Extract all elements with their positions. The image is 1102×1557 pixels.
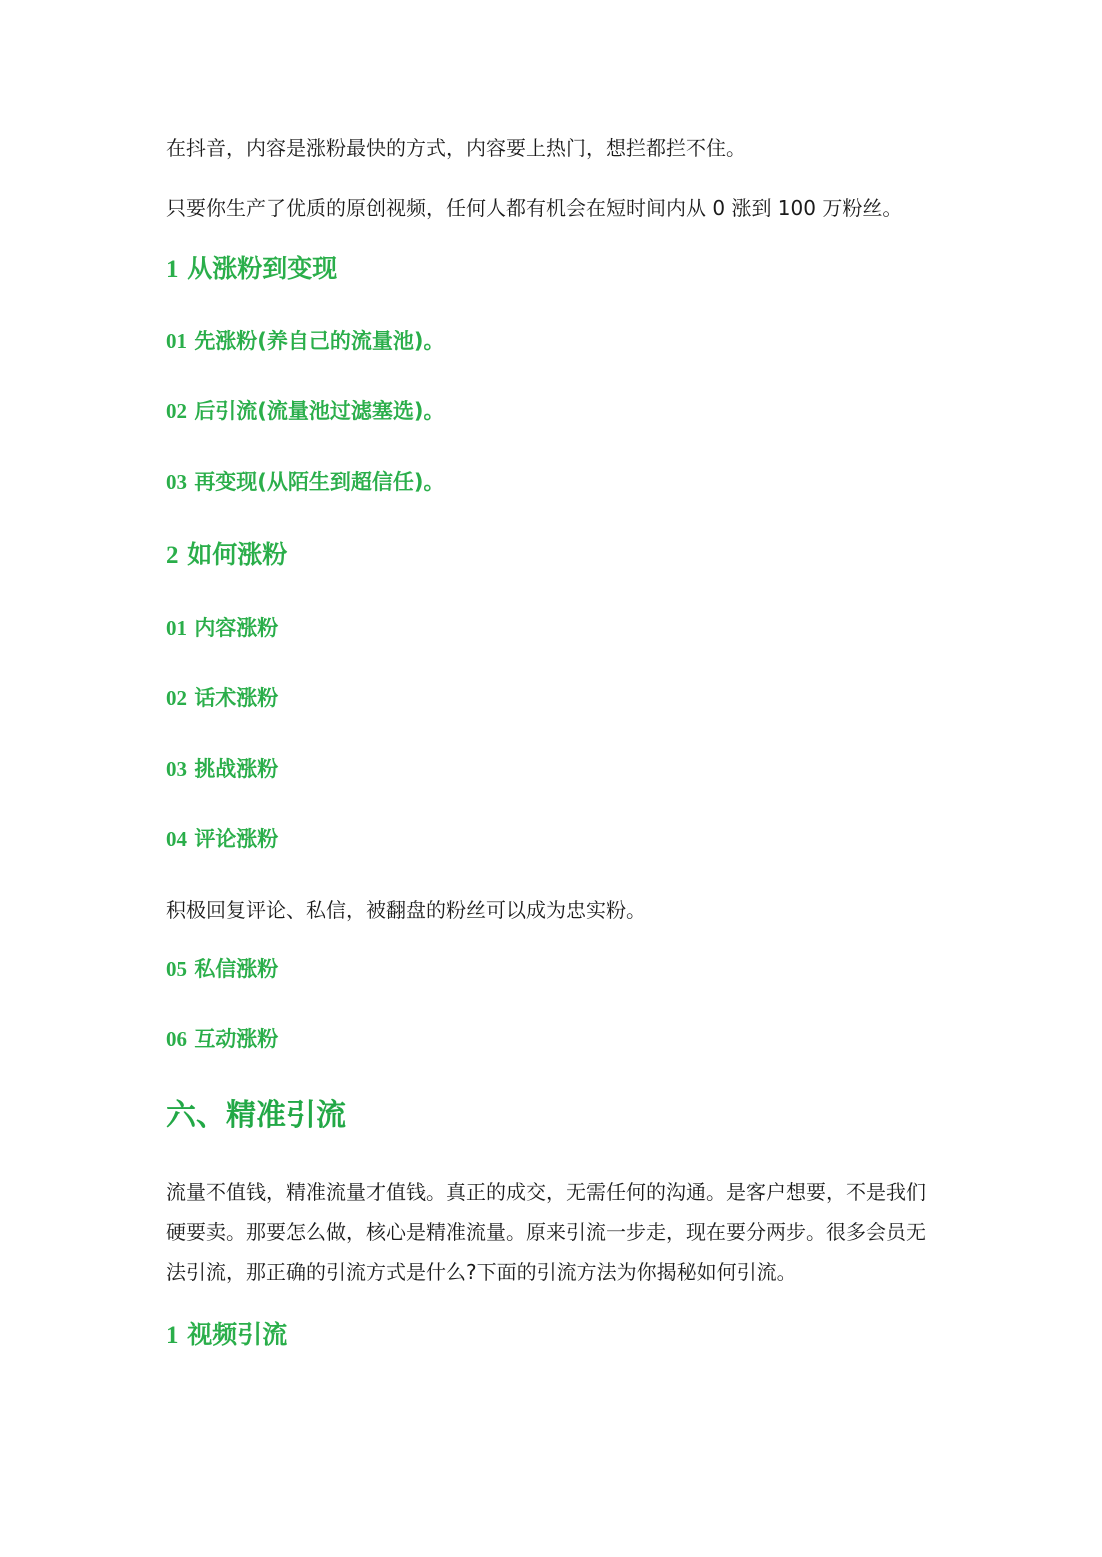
subheading-item: [166, 954, 278, 984]
item-text: 互动涨粉: [194, 1027, 279, 1051]
comment-note-paragraph: 积极回复评论、私信，被翻盘的粉丝可以成为忠实粉。: [166, 898, 646, 922]
item-text: 挑战涨粉: [194, 757, 279, 781]
intro-paragraph-2: 只要你生产了优质的原创视频，任何人都有机会在短时间内从 0 涨到 100 万粉丝。: [166, 196, 903, 220]
item-number: 03: [166, 470, 187, 494]
item-number: 02: [166, 399, 187, 423]
subheading-item: [166, 824, 278, 854]
section-heading-1: [166, 252, 337, 287]
item-text: 话术涨粉: [194, 686, 279, 710]
section-heading-2: [166, 538, 287, 573]
chapter-title: 六、精准引流: [166, 1098, 346, 1133]
section-heading-video-traffic: [166, 1318, 287, 1353]
subheading-item: [166, 1024, 278, 1054]
item-text: 再变现(从陌生到超信任)。: [194, 470, 445, 494]
item-number: 01: [166, 329, 187, 353]
item-number: 03: [166, 757, 187, 781]
subheading-item: [166, 467, 445, 497]
item-number: 02: [166, 686, 187, 710]
intro-paragraph-1: 在抖音，内容是涨粉最快的方式，内容要上热门，想拦都拦不住。: [166, 136, 746, 160]
item-number: 01: [166, 616, 187, 640]
section-title: 视频引流: [187, 1320, 288, 1349]
paragraph-line: 硬要卖。那要怎么做，核心是精准流量。原来引流一步走，现在要分两步。很多会员无: [166, 1220, 926, 1244]
item-text: 后引流(流量池过滤塞选)。: [194, 399, 445, 423]
section-number: 1: [166, 1322, 179, 1349]
section-title: 从涨粉到变现: [187, 254, 338, 283]
section-title: 如何涨粉: [187, 540, 288, 569]
chapter-paragraph: [166, 1172, 938, 1292]
item-text: 私信涨粉: [194, 957, 279, 981]
item-text: 评论涨粉: [194, 827, 279, 851]
section-number: 2: [166, 542, 179, 569]
subheading-item: [166, 754, 278, 784]
section-number: 1: [166, 256, 179, 283]
subheading-item: [166, 613, 278, 643]
item-text: 内容涨粉: [194, 616, 279, 640]
paragraph-line: 法引流，那正确的引流方式是什么?下面的引流方法为你揭秘如何引流。: [166, 1260, 797, 1284]
item-number: 04: [166, 827, 187, 851]
item-number: 05: [166, 957, 187, 981]
subheading-item: [166, 326, 445, 356]
subheading-item: [166, 683, 278, 713]
paragraph-line: 流量不值钱，精准流量才值钱。真正的成交，无需任何的沟通。是客户想要，不是我们: [166, 1180, 926, 1204]
item-text: 先涨粉(养自己的流量池)。: [194, 329, 445, 353]
subheading-item: [166, 396, 445, 426]
item-number: 06: [166, 1027, 187, 1051]
